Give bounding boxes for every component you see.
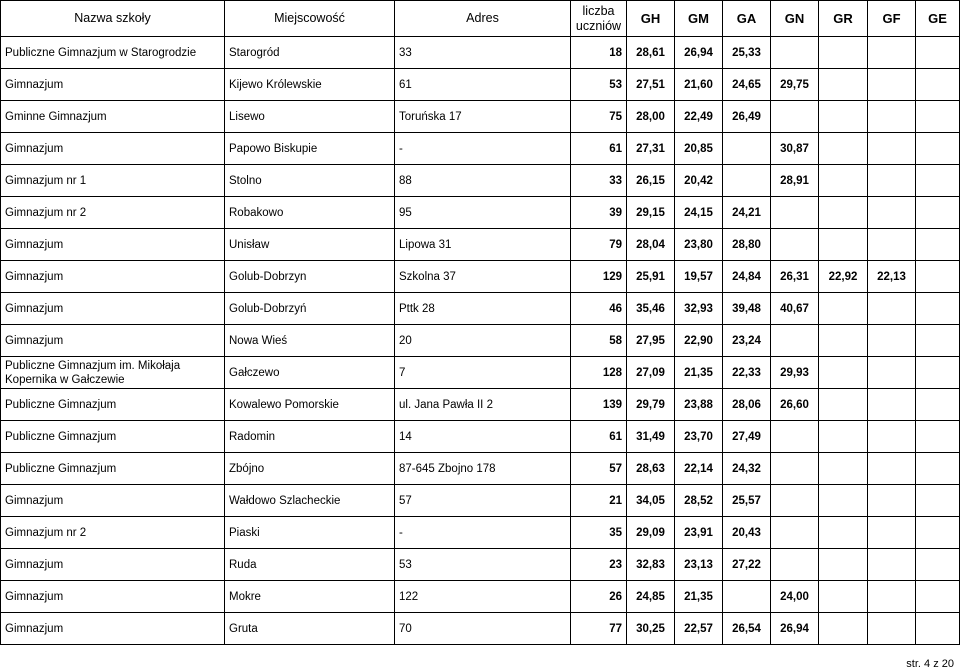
cell-gf bbox=[868, 293, 916, 325]
cell-gr: 22,92 bbox=[819, 261, 868, 293]
cell-ga: 26,49 bbox=[723, 101, 771, 133]
cell-ge bbox=[916, 165, 960, 197]
cell-ga bbox=[723, 133, 771, 165]
cell-miejscowosc: Kijewo Królewskie bbox=[225, 69, 395, 101]
cell-gm: 28,52 bbox=[675, 485, 723, 517]
cell-ge bbox=[916, 389, 960, 421]
table-row bbox=[1, 101, 960, 133]
cell-gh: 25,91 bbox=[627, 261, 675, 293]
cell-ga: 24,21 bbox=[723, 197, 771, 229]
cell-gm: 22,90 bbox=[675, 325, 723, 357]
cell-ga bbox=[723, 581, 771, 613]
table-row bbox=[1, 421, 960, 453]
cell-gn bbox=[771, 453, 819, 485]
table-row bbox=[1, 293, 960, 325]
cell-miejscowosc: Nowa Wieś bbox=[225, 325, 395, 357]
cell-nazwa: Gimnazjum nr 1 bbox=[1, 165, 225, 197]
cell-gn bbox=[771, 325, 819, 357]
cell-gn: 40,67 bbox=[771, 293, 819, 325]
table-row bbox=[1, 453, 960, 485]
cell-gf bbox=[868, 37, 916, 69]
header-gn: GN bbox=[771, 1, 819, 37]
cell-miejscowosc: Gałczewo bbox=[225, 357, 395, 389]
cell-miejscowosc: Radomin bbox=[225, 421, 395, 453]
cell-liczba: 61 bbox=[571, 421, 627, 453]
cell-adres: Pttk 28 bbox=[395, 293, 571, 325]
cell-gr bbox=[819, 549, 868, 581]
cell-gh: 29,79 bbox=[627, 389, 675, 421]
header-ga: GA bbox=[723, 1, 771, 37]
cell-adres: - bbox=[395, 517, 571, 549]
header-ge: GE bbox=[916, 1, 960, 37]
cell-gm: 23,88 bbox=[675, 389, 723, 421]
table-row bbox=[1, 613, 960, 645]
cell-gm: 19,57 bbox=[675, 261, 723, 293]
header-gf: GF bbox=[868, 1, 916, 37]
table-row bbox=[1, 197, 960, 229]
cell-gn: 30,87 bbox=[771, 133, 819, 165]
cell-miejscowosc: Golub-Dobrzyn bbox=[225, 261, 395, 293]
cell-gf bbox=[868, 453, 916, 485]
cell-miejscowosc: Stolno bbox=[225, 165, 395, 197]
cell-ga: 27,49 bbox=[723, 421, 771, 453]
cell-liczba: 139 bbox=[571, 389, 627, 421]
cell-gf bbox=[868, 517, 916, 549]
cell-gn: 24,00 bbox=[771, 581, 819, 613]
cell-gf bbox=[868, 229, 916, 261]
cell-miejscowosc: Piaski bbox=[225, 517, 395, 549]
cell-nazwa: Gimnazjum bbox=[1, 325, 225, 357]
cell-ga: 26,54 bbox=[723, 613, 771, 645]
cell-ga: 28,80 bbox=[723, 229, 771, 261]
cell-nazwa: Gimnazjum bbox=[1, 293, 225, 325]
cell-gn bbox=[771, 421, 819, 453]
cell-ge bbox=[916, 133, 960, 165]
cell-adres: 33 bbox=[395, 37, 571, 69]
cell-miejscowosc: Zbójno bbox=[225, 453, 395, 485]
cell-liczba: 53 bbox=[571, 69, 627, 101]
table-row bbox=[1, 389, 960, 421]
cell-ge bbox=[916, 453, 960, 485]
cell-gm: 23,13 bbox=[675, 549, 723, 581]
cell-gh: 28,00 bbox=[627, 101, 675, 133]
cell-gn bbox=[771, 517, 819, 549]
cell-adres: ul. Jana Pawła II 2 bbox=[395, 389, 571, 421]
cell-ge bbox=[916, 197, 960, 229]
cell-gn bbox=[771, 197, 819, 229]
cell-gh: 24,85 bbox=[627, 581, 675, 613]
cell-gr bbox=[819, 165, 868, 197]
cell-adres: 7 bbox=[395, 357, 571, 389]
cell-liczba: 39 bbox=[571, 197, 627, 229]
cell-gr bbox=[819, 421, 868, 453]
cell-miejscowosc: Lisewo bbox=[225, 101, 395, 133]
cell-ga: 24,84 bbox=[723, 261, 771, 293]
table-row bbox=[1, 549, 960, 581]
cell-gr bbox=[819, 69, 868, 101]
cell-adres: 20 bbox=[395, 325, 571, 357]
cell-miejscowosc: Unisław bbox=[225, 229, 395, 261]
cell-gf bbox=[868, 197, 916, 229]
cell-gm: 22,57 bbox=[675, 613, 723, 645]
cell-nazwa: Gimnazjum nr 2 bbox=[1, 517, 225, 549]
cell-gr bbox=[819, 389, 868, 421]
cell-gr bbox=[819, 357, 868, 389]
cell-gm: 21,35 bbox=[675, 581, 723, 613]
cell-nazwa: Gimnazjum bbox=[1, 485, 225, 517]
cell-adres: 95 bbox=[395, 197, 571, 229]
cell-adres: - bbox=[395, 133, 571, 165]
cell-gr bbox=[819, 453, 868, 485]
cell-liczba: 18 bbox=[571, 37, 627, 69]
cell-adres: 61 bbox=[395, 69, 571, 101]
cell-gf bbox=[868, 357, 916, 389]
cell-liczba: 21 bbox=[571, 485, 627, 517]
cell-nazwa: Publiczne Gimnazjum bbox=[1, 389, 225, 421]
cell-gr bbox=[819, 101, 868, 133]
cell-gn: 26,94 bbox=[771, 613, 819, 645]
cell-nazwa: Gimnazjum bbox=[1, 69, 225, 101]
cell-gn: 28,91 bbox=[771, 165, 819, 197]
cell-nazwa: Gimnazjum bbox=[1, 229, 225, 261]
cell-gh: 27,95 bbox=[627, 325, 675, 357]
cell-ge bbox=[916, 101, 960, 133]
cell-gh: 28,61 bbox=[627, 37, 675, 69]
cell-adres: 122 bbox=[395, 581, 571, 613]
cell-nazwa: Gimnazjum bbox=[1, 133, 225, 165]
cell-miejscowosc: Kowalewo Pomorskie bbox=[225, 389, 395, 421]
cell-ga: 23,24 bbox=[723, 325, 771, 357]
cell-gm: 22,49 bbox=[675, 101, 723, 133]
cell-gm: 21,60 bbox=[675, 69, 723, 101]
cell-gn bbox=[771, 101, 819, 133]
cell-miejscowosc: Ruda bbox=[225, 549, 395, 581]
cell-gh: 31,49 bbox=[627, 421, 675, 453]
cell-gf bbox=[868, 325, 916, 357]
header-gr: GR bbox=[819, 1, 868, 37]
table-row bbox=[1, 357, 960, 389]
cell-miejscowosc: Gruta bbox=[225, 613, 395, 645]
cell-liczba: 26 bbox=[571, 581, 627, 613]
cell-gh: 30,25 bbox=[627, 613, 675, 645]
header-adres: Adres bbox=[395, 1, 571, 37]
cell-gr bbox=[819, 517, 868, 549]
cell-liczba: 79 bbox=[571, 229, 627, 261]
cell-ga: 25,33 bbox=[723, 37, 771, 69]
cell-ge bbox=[916, 613, 960, 645]
cell-nazwa: Gimnazjum bbox=[1, 549, 225, 581]
cell-miejscowosc: Robakowo bbox=[225, 197, 395, 229]
cell-ga: 20,43 bbox=[723, 517, 771, 549]
cell-gf bbox=[868, 485, 916, 517]
cell-gm: 20,85 bbox=[675, 133, 723, 165]
table-row bbox=[1, 133, 960, 165]
cell-ge bbox=[916, 581, 960, 613]
cell-nazwa: Publiczne Gimnazjum w Starogrodzie bbox=[1, 37, 225, 69]
cell-adres: 14 bbox=[395, 421, 571, 453]
cell-adres: 53 bbox=[395, 549, 571, 581]
table-body bbox=[1, 37, 960, 645]
cell-nazwa: Gimnazjum bbox=[1, 581, 225, 613]
cell-nazwa: Publiczne Gimnazjum im. Mikołaja Kopernika w Gałczewie bbox=[1, 357, 225, 389]
cell-gr bbox=[819, 133, 868, 165]
cell-ga: 39,48 bbox=[723, 293, 771, 325]
cell-gn: 29,93 bbox=[771, 357, 819, 389]
cell-gf: 22,13 bbox=[868, 261, 916, 293]
cell-gm: 23,80 bbox=[675, 229, 723, 261]
cell-ge bbox=[916, 293, 960, 325]
cell-ga: 25,57 bbox=[723, 485, 771, 517]
cell-gr bbox=[819, 37, 868, 69]
page-number: str. 4 z 20 bbox=[906, 658, 954, 670]
cell-gn: 29,75 bbox=[771, 69, 819, 101]
cell-ge bbox=[916, 421, 960, 453]
cell-gf bbox=[868, 613, 916, 645]
cell-liczba: 58 bbox=[571, 325, 627, 357]
cell-liczba: 33 bbox=[571, 165, 627, 197]
cell-gf bbox=[868, 101, 916, 133]
table-row bbox=[1, 37, 960, 69]
cell-miejscowosc: Wałdowo Szlacheckie bbox=[225, 485, 395, 517]
cell-gh: 32,83 bbox=[627, 549, 675, 581]
cell-nazwa: Gimnazjum bbox=[1, 261, 225, 293]
cell-liczba: 57 bbox=[571, 453, 627, 485]
cell-adres: Szkolna 37 bbox=[395, 261, 571, 293]
cell-gr bbox=[819, 581, 868, 613]
cell-gr bbox=[819, 229, 868, 261]
header-gm: GM bbox=[675, 1, 723, 37]
cell-gm: 24,15 bbox=[675, 197, 723, 229]
cell-liczba: 77 bbox=[571, 613, 627, 645]
cell-nazwa: Gimnazjum bbox=[1, 613, 225, 645]
cell-gm: 23,91 bbox=[675, 517, 723, 549]
cell-ga: 27,22 bbox=[723, 549, 771, 581]
cell-gh: 27,31 bbox=[627, 133, 675, 165]
table-row bbox=[1, 517, 960, 549]
header-row bbox=[1, 1, 960, 37]
cell-gf bbox=[868, 389, 916, 421]
cell-ge bbox=[916, 229, 960, 261]
cell-gh: 29,15 bbox=[627, 197, 675, 229]
cell-ge bbox=[916, 549, 960, 581]
cell-gr bbox=[819, 485, 868, 517]
cell-liczba: 61 bbox=[571, 133, 627, 165]
cell-ga: 28,06 bbox=[723, 389, 771, 421]
cell-ga: 22,33 bbox=[723, 357, 771, 389]
header-gh: GH bbox=[627, 1, 675, 37]
cell-ge bbox=[916, 485, 960, 517]
cell-gf bbox=[868, 549, 916, 581]
cell-ge bbox=[916, 69, 960, 101]
cell-gm: 20,42 bbox=[675, 165, 723, 197]
cell-gn bbox=[771, 549, 819, 581]
cell-gf bbox=[868, 133, 916, 165]
cell-gn: 26,60 bbox=[771, 389, 819, 421]
cell-gr bbox=[819, 293, 868, 325]
cell-gh: 34,05 bbox=[627, 485, 675, 517]
cell-liczba: 129 bbox=[571, 261, 627, 293]
cell-adres: 87-645 Zbojno 178 bbox=[395, 453, 571, 485]
cell-adres: 88 bbox=[395, 165, 571, 197]
table-row bbox=[1, 485, 960, 517]
cell-ga: 24,32 bbox=[723, 453, 771, 485]
cell-miejscowosc: Golub-Dobrzyń bbox=[225, 293, 395, 325]
cell-nazwa: Gimnazjum nr 2 bbox=[1, 197, 225, 229]
cell-nazwa: Publiczne Gimnazjum bbox=[1, 453, 225, 485]
cell-gf bbox=[868, 165, 916, 197]
cell-liczba: 128 bbox=[571, 357, 627, 389]
cell-gh: 27,09 bbox=[627, 357, 675, 389]
cell-gm: 32,93 bbox=[675, 293, 723, 325]
header-liczba: liczba uczniów bbox=[571, 1, 627, 37]
table-row bbox=[1, 581, 960, 613]
cell-gm: 23,70 bbox=[675, 421, 723, 453]
cell-adres: Toruńska 17 bbox=[395, 101, 571, 133]
table-row bbox=[1, 261, 960, 293]
cell-gr bbox=[819, 613, 868, 645]
cell-ge bbox=[916, 261, 960, 293]
cell-gh: 28,63 bbox=[627, 453, 675, 485]
cell-ga bbox=[723, 165, 771, 197]
cell-liczba: 46 bbox=[571, 293, 627, 325]
cell-adres: Lipowa 31 bbox=[395, 229, 571, 261]
cell-gr bbox=[819, 197, 868, 229]
cell-nazwa: Gminne Gimnazjum bbox=[1, 101, 225, 133]
table-row bbox=[1, 69, 960, 101]
cell-nazwa: Publiczne Gimnazjum bbox=[1, 421, 225, 453]
cell-liczba: 35 bbox=[571, 517, 627, 549]
cell-gf bbox=[868, 421, 916, 453]
cell-liczba: 23 bbox=[571, 549, 627, 581]
cell-adres: 57 bbox=[395, 485, 571, 517]
cell-ga: 24,65 bbox=[723, 69, 771, 101]
cell-gf bbox=[868, 581, 916, 613]
cell-miejscowosc: Papowo Biskupie bbox=[225, 133, 395, 165]
cell-gn: 26,31 bbox=[771, 261, 819, 293]
cell-liczba: 75 bbox=[571, 101, 627, 133]
cell-gn bbox=[771, 37, 819, 69]
cell-miejscowosc: Starogród bbox=[225, 37, 395, 69]
cell-gh: 27,51 bbox=[627, 69, 675, 101]
cell-ge bbox=[916, 517, 960, 549]
cell-gr bbox=[819, 325, 868, 357]
cell-gf bbox=[868, 69, 916, 101]
header-miejscowosc: Miejscowość bbox=[225, 1, 395, 37]
table-row bbox=[1, 165, 960, 197]
cell-gh: 26,15 bbox=[627, 165, 675, 197]
cell-ge bbox=[916, 357, 960, 389]
cell-gn bbox=[771, 485, 819, 517]
cell-gn bbox=[771, 229, 819, 261]
cell-gh: 35,46 bbox=[627, 293, 675, 325]
cell-gh: 28,04 bbox=[627, 229, 675, 261]
cell-gm: 26,94 bbox=[675, 37, 723, 69]
cell-miejscowosc: Mokre bbox=[225, 581, 395, 613]
cell-adres: 70 bbox=[395, 613, 571, 645]
header-nazwa: Nazwa szkoły bbox=[1, 1, 225, 37]
cell-ge bbox=[916, 37, 960, 69]
cell-gh: 29,09 bbox=[627, 517, 675, 549]
cell-gm: 21,35 bbox=[675, 357, 723, 389]
table-row bbox=[1, 229, 960, 261]
table-row bbox=[1, 325, 960, 357]
cell-gm: 22,14 bbox=[675, 453, 723, 485]
cell-ge bbox=[916, 325, 960, 357]
